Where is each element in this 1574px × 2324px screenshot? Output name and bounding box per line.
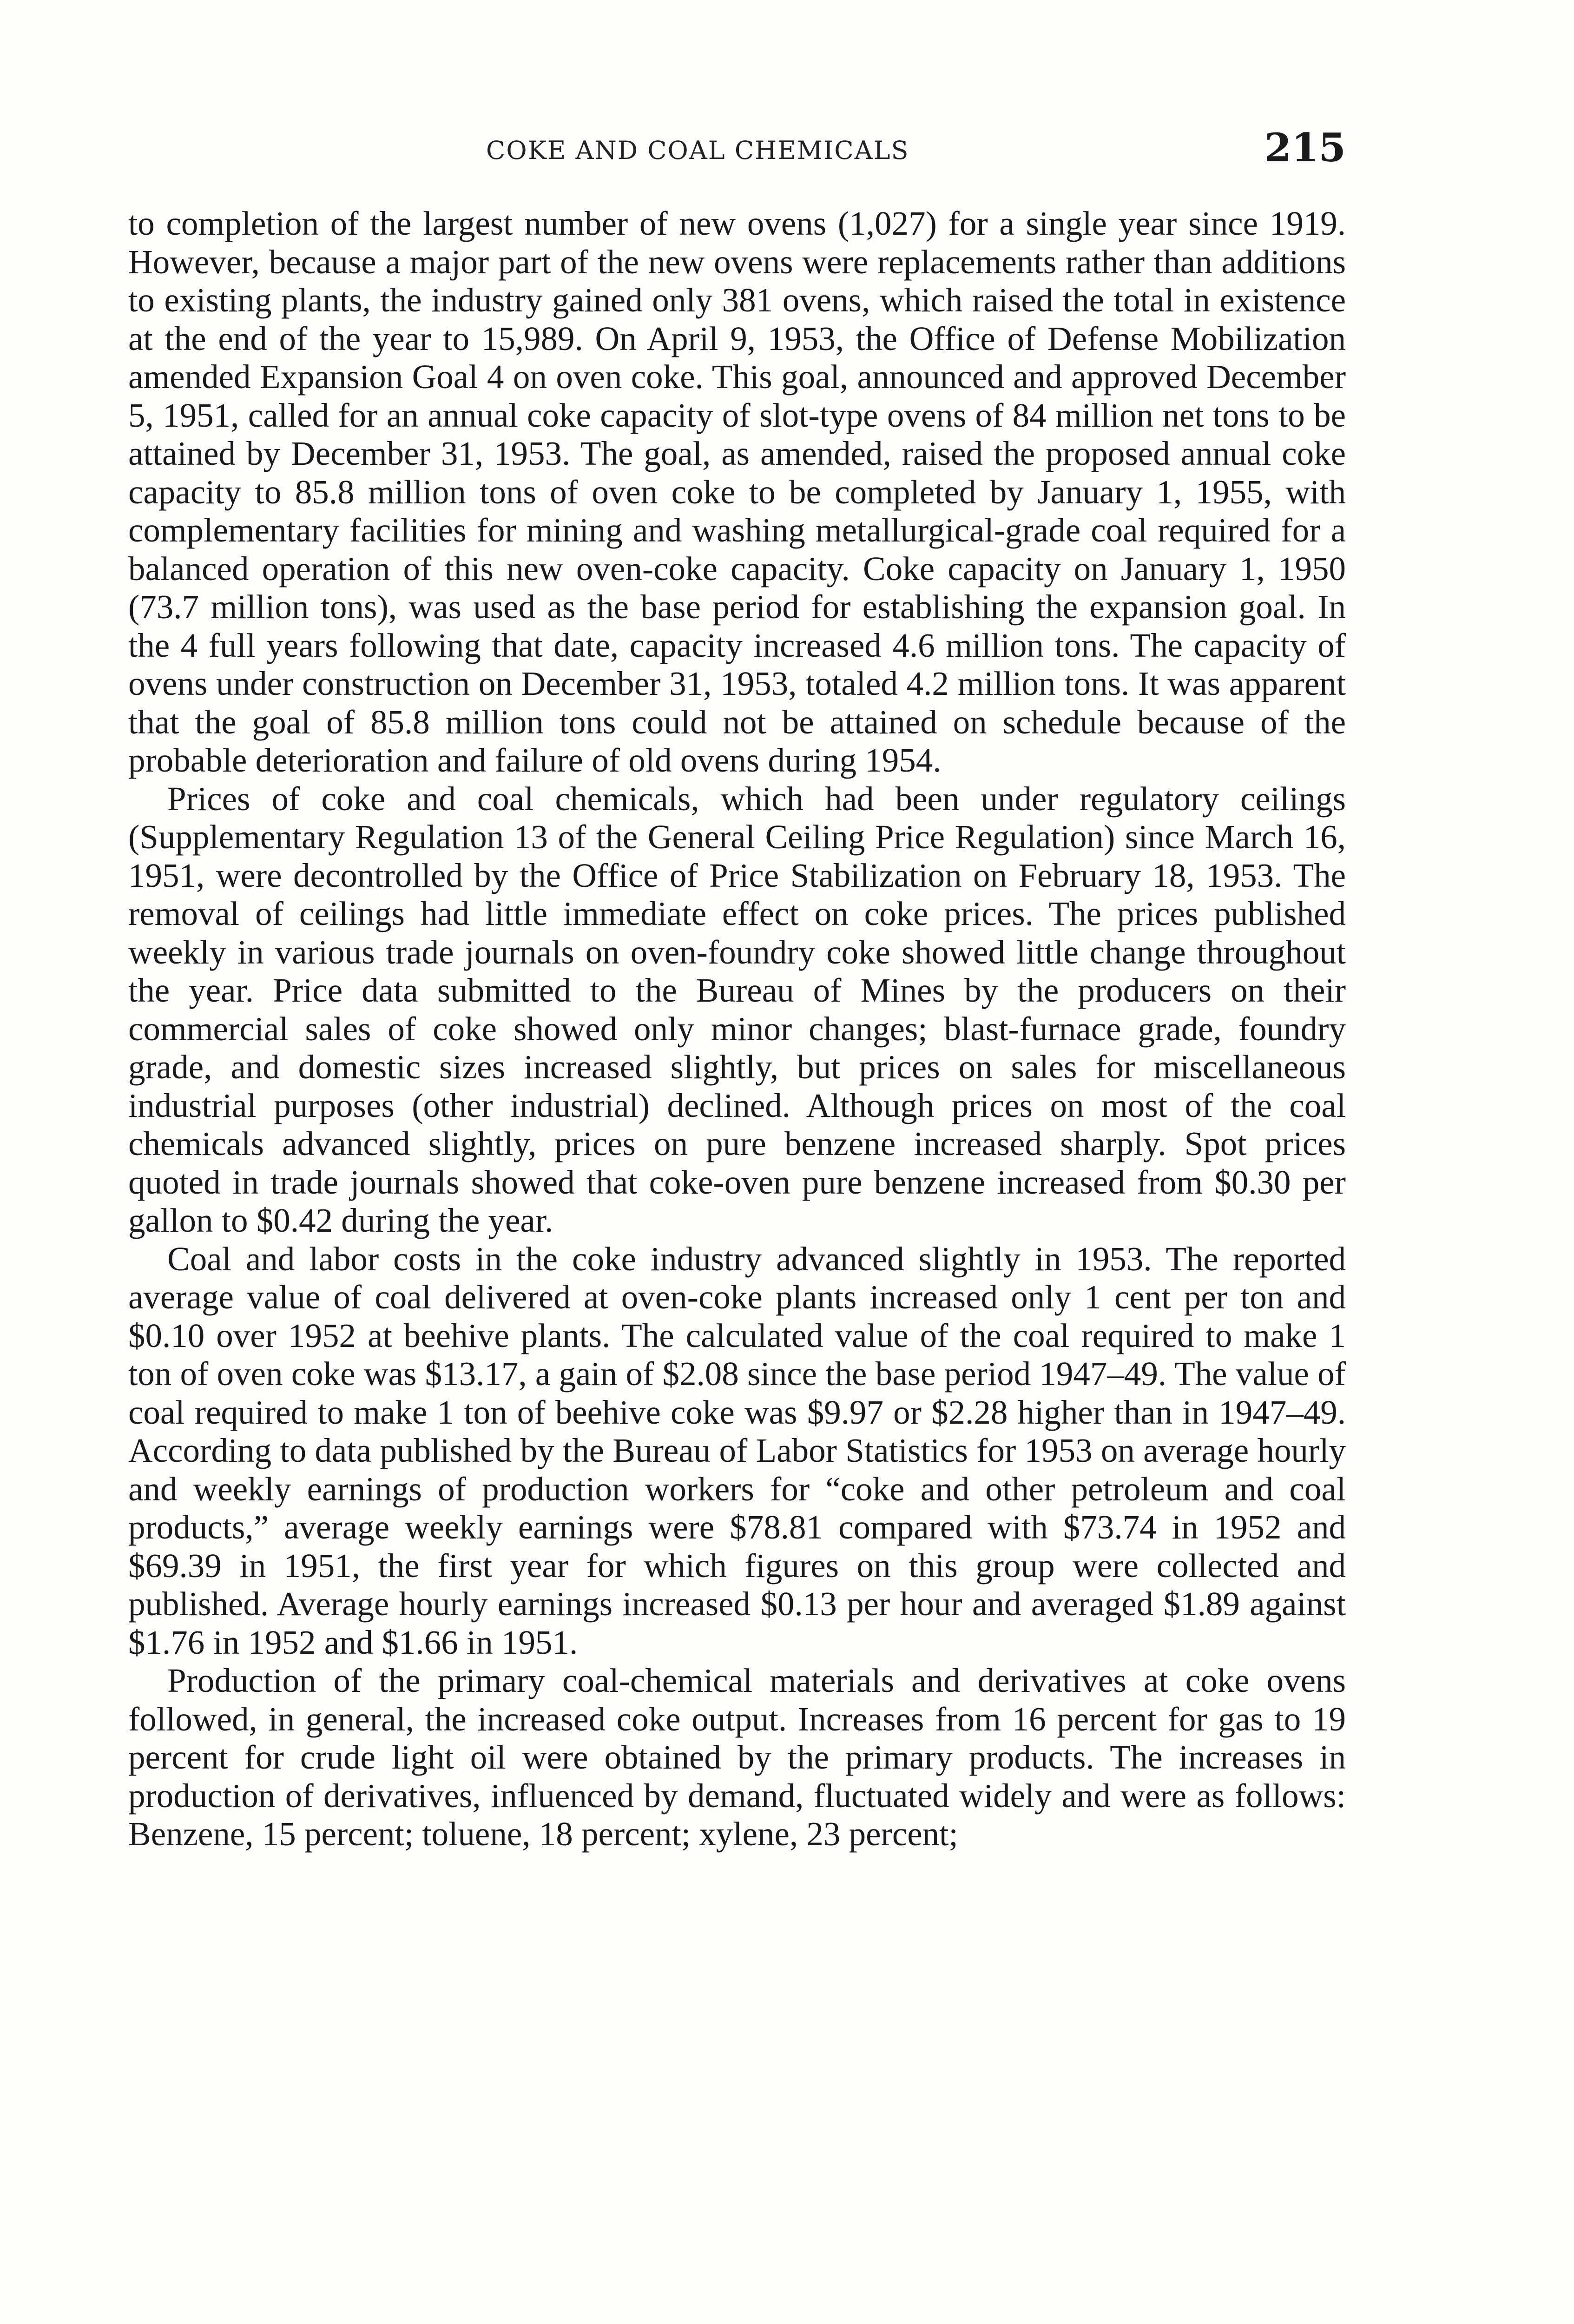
body-text bbox=[128, 205, 1346, 1854]
paragraph-continued-expansion-goal: to completion of the largest number of new ovens (1,027) for a single year since 1919. However, because a major part of the new ovens were replacements rather than additions to existing plants, the industry gained only 381 ovens, which raised the total in existence at the end of the year to 15,989. On April 9, 1953, the Office of Defense Mobilization amended Expansion Goal 4 on oven coke. This goal, announced and approved December 5, 1951, called for an annual coke capacity of slot-type ovens of 84 million net tons to be attained by December 31, 1953. The goal, as amended, raised the proposed annual coke capacity to 85.8 million tons of oven coke to be completed by January 1, 1955, with complementary facilities for mining and washing metallurgical-grade coal required for a balanced operation of this new oven-coke capacity. Coke capacity on January 1, 1950 (73.7 million tons), was used as the base period for establishing the expansion goal. In the 4 full years following that date, capacity increased 4.6 million tons. The capacity of ovens under construction on December 31, 1953, totaled 4.2 million tons. It was apparent that the goal of 85.8 million tons could not be attained on schedule because of the probable deterioration and failure of old ovens during 1954. bbox=[128, 205, 1346, 779]
page-number: 215 bbox=[1264, 125, 1346, 171]
running-head bbox=[128, 125, 1346, 171]
running-title: COKE AND COAL CHEMICALS bbox=[486, 136, 909, 165]
paragraph-coal-chemical-production: Production of the primary coal-chemical materials and derivatives at coke ovens followed, in general, the increased coke output. Increases from 16 percent for gas to 19 percent for crude light oil were obtained by the primary products. The increases in production of derivatives, influenced by demand, fluctuated widely and were as follows: Benzene, 15 percent; toluene, 18 percent; xylene, 23 percent; bbox=[128, 1662, 1346, 1853]
paragraph-prices: Prices of coke and coal chemicals, which had been under regulatory ceilings (Supplementary Regulation 13 of the General Ceiling Price Regulation) since March 16, 1951, were decontrolled by the Office of Price Stabilization on February 18, 1953. The removal of ceilings had little immediate effect on coke prices. The prices published weekly in various trade journals on oven-foundry coke showed little change throughout the year. Price data submitted to the Bureau of Mines by the producers on their commercial sales of coke showed only minor changes; blast-furnace grade, foundry grade, and domestic sizes increased slightly, but prices on sales for miscellaneous industrial purposes (other industrial) declined. Although prices on most of the coal chemicals advanced slightly, prices on pure benzene increased sharply. Spot prices quoted in trade journals showed that coke-oven pure benzene increased from $0.30 per gallon to $0.42 during the year. bbox=[128, 779, 1346, 1239]
paragraph-coal-and-labor-costs: Coal and labor costs in the coke industry advanced slightly in 1953. The reported average value of coal delivered at oven-coke plants increased only 1 cent per ton and $0.10 over 1952 at beehive plants. The calculated value of the coal required to make 1 ton of oven coke was $13.17, a gain of $2.08 since the base period 1947–49. The value of coal required to make 1 ton of beehive coke was $9.97 or $2.28 higher than in 1947–49. According to data published by the Bureau of Labor Statistics for 1953 on average hourly and weekly earnings of production workers for “coke and other petroleum and coal products,” average weekly earnings were $78.81 compared with $73.74 in 1952 and $69.39 in 1951, the first year for which figures on this group were collected and published. Average hourly earnings increased $0.13 per hour and averaged $1.89 against $1.76 in 1952 and $1.66 in 1951. bbox=[128, 1240, 1346, 1661]
